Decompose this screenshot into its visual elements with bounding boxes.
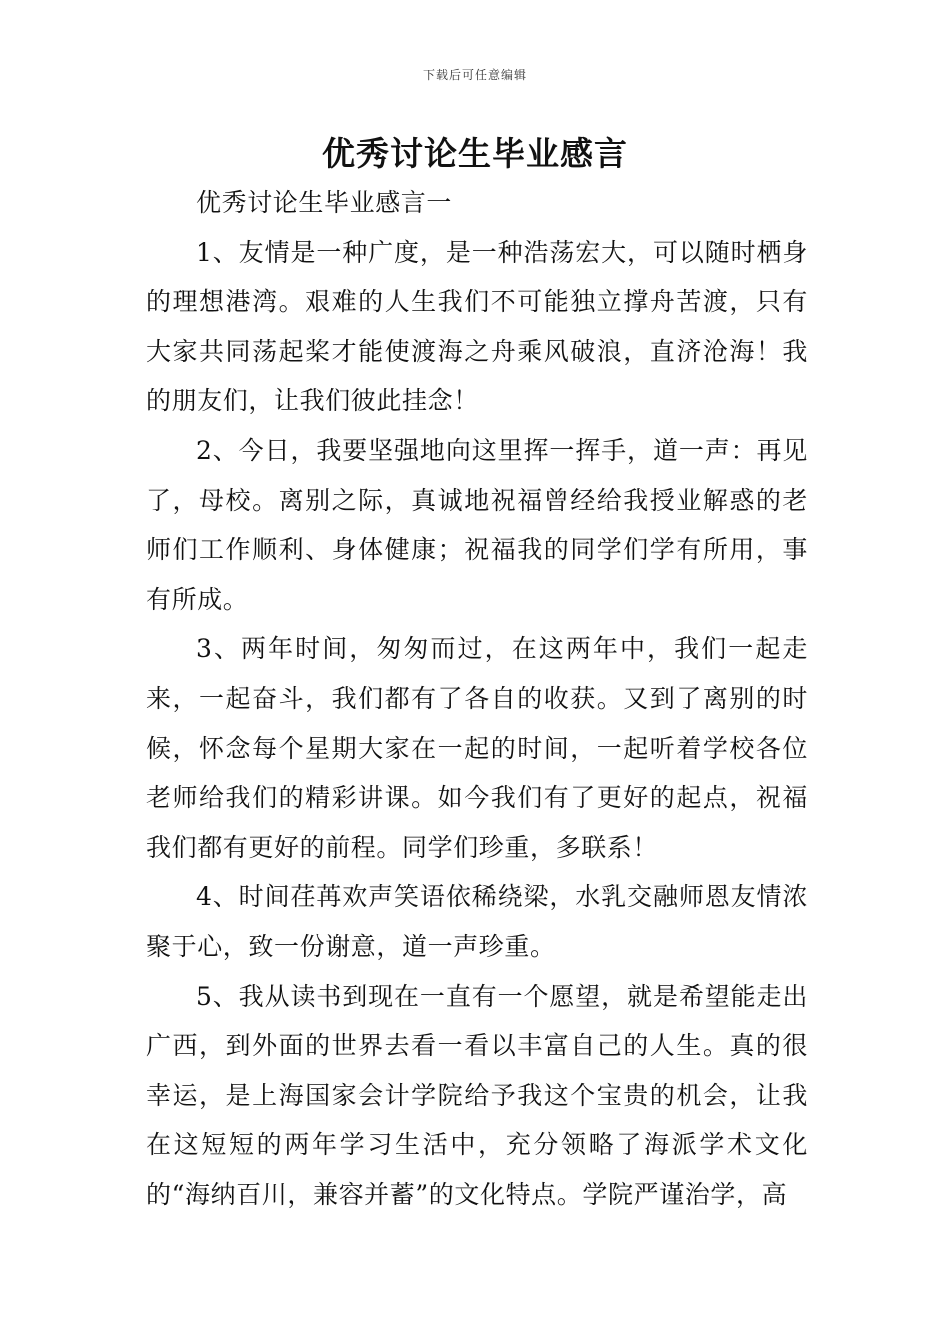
section-heading: 优秀讨论生毕业感言一 — [196, 188, 453, 217]
paragraph: 3、两年时间，匆匆而过，在这两年中，我们一起走来，一起奋斗，我们都有了各自的收获。又到了离别的时候，怀念每个星期大家在一起的时间，一起听着学校各位老师给我们的精彩讲课。如今我们有了更好的起点，祝福我们都有更好的前程。同学们珍重，多联系！ — [146, 634, 808, 862]
document-title: 优秀讨论生毕业感言 — [322, 134, 628, 173]
paragraph: 4、时间荏苒欢声笑语依稀绕梁，水乳交融师恩友情浓聚于心，致一份谢意，道一声珍重。 — [146, 882, 808, 961]
document-body — [146, 178, 808, 1219]
paragraph: 1、友情是一种广度，是一种浩荡宏大，可以随时栖身的理想港湾。艰难的人生我们不可能独立撑舟苦渡，只有大家共同荡起桨才能使渡海之舟乘风破浪，直济沧海！我的朋友们，让我们彼此挂念！ — [146, 237, 808, 416]
paragraph: 5、我从读书到现在一直有一个愿望，就是希望能走出广西，到外面的世界去看一看以丰富自己的人生。真的很幸运，是上海国家会计学院给予我这个宝贵的机会，让我在这短短的两年学习生活中，充分领略了海派学术文化的“海纳百川，兼容并蓄”的文化特点。学院严谨治学，高 — [146, 981, 808, 1209]
page-header: 下载后可任意编辑 — [422, 68, 527, 82]
paragraph: 2、今日，我要坚强地向这里挥一挥手，道一声：再见了，母校。离别之际，真诚地祝福曾经给我授业解惑的老师们工作顺利、身体健康；祝福我的同学们学有所用，事有所成。 — [146, 435, 808, 614]
